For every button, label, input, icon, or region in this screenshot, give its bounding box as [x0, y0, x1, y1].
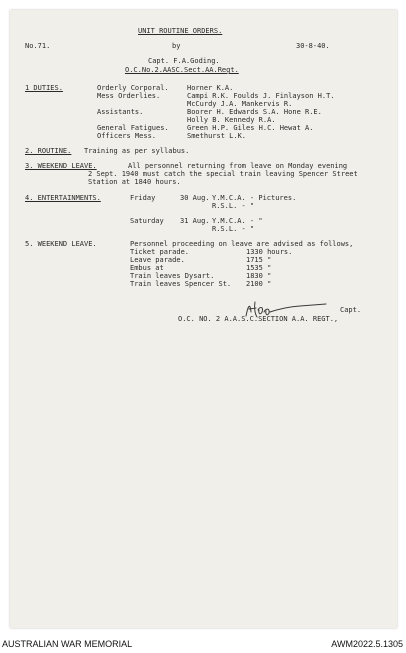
- officer-name: Capt. F.A.Goding.: [148, 57, 220, 65]
- entertainment-date: 31 Aug.: [180, 217, 210, 225]
- schedule-time: 2100 ": [246, 280, 272, 288]
- duty-role: Orderly Corporal.: [97, 84, 169, 92]
- entertainment-date: 30 Aug.: [180, 194, 210, 202]
- duties-heading: 1 DUTIES.: [25, 84, 63, 92]
- signature-unit: O.C. NO. 2 A.A.S.C.SECTION A.A. REGT.,: [178, 315, 339, 323]
- entertainment-venue: R.S.L. - ": [212, 202, 255, 210]
- weekend-leave-line: 2 Sept. 1940 must catch the special train leaving Spencer Street: [88, 170, 358, 178]
- duty-role: General Fatigues.: [97, 124, 169, 132]
- duty-role: Assistants.: [97, 108, 144, 116]
- entertainment-venue: R.S.L. - ": [212, 225, 255, 233]
- duty-role: Officers Mess.: [97, 132, 157, 140]
- schedule-time: 1715 ": [246, 256, 272, 264]
- schedule-time: 1535 ": [246, 264, 272, 272]
- duty-names: Holly B. Kennedy R.A.: [187, 116, 276, 124]
- duty-names: Horner K.A.: [187, 84, 234, 92]
- footer-bar: [0, 634, 406, 653]
- order-date: 30-8-40.: [296, 42, 330, 50]
- document-page: [10, 10, 397, 628]
- schedule-label: Ticket parade.: [130, 248, 190, 256]
- by-text: by: [172, 42, 181, 50]
- duty-names: Campi R.K. Foulds J. Finlayson H.T.: [187, 92, 335, 100]
- schedule-time: 1330 hours.: [246, 248, 293, 256]
- entertainment-venue: Y.M.C.A. - ": [212, 217, 263, 225]
- weekend-leave-5-heading: 5. WEEKEND LEAVE.: [25, 240, 97, 248]
- document-title: UNIT ROUTINE ORDERS.: [138, 27, 223, 35]
- unit-name: O.C.No.2.AASC.Sect.AA.Regt.: [125, 66, 239, 74]
- weekend-leave-heading: 3. WEEKEND LEAVE.: [25, 162, 97, 170]
- schedule-label: Embus at: [130, 264, 164, 272]
- routine-text: Training as per syllabus.: [84, 147, 190, 155]
- entertainment-venue: Y.M.C.A. - Pictures.: [212, 194, 297, 202]
- duty-names: Green H.P. Giles H.C. Hewat A.: [187, 124, 314, 132]
- footer-accession-number: AWM2022.5.1305: [331, 639, 403, 649]
- entertainment-day: Saturday: [130, 217, 164, 225]
- duty-names: Smethurst L.K.: [187, 132, 247, 140]
- duty-names: McCurdy J.A. Mankervis R.: [187, 100, 293, 108]
- schedule-label: Train leaves Dysart.: [130, 272, 215, 280]
- order-number: No.71.: [25, 42, 51, 50]
- schedule-label: Leave parade.: [130, 256, 185, 264]
- schedule-time: 1830 ": [246, 272, 272, 280]
- weekend-leave-line: All personnel returning from leave on Monday evening: [128, 162, 348, 170]
- routine-heading: 2. ROUTINE.: [25, 147, 72, 155]
- schedule-label: Train leaves Spencer St.: [130, 280, 232, 288]
- footer-institution: AUSTRALIAN WAR MEMORIAL: [2, 639, 133, 649]
- duty-role: Mess Orderlies.: [97, 92, 161, 100]
- entertainment-day: Friday: [130, 194, 156, 202]
- entertainments-heading: 4. ENTERTAINMENTS.: [25, 194, 101, 202]
- signature-rank: Capt.: [340, 306, 362, 314]
- weekend-leave-line: Station at 1840 hours.: [88, 178, 181, 186]
- duty-names: Boorer H. Edwards S.A. Hone R.E.: [187, 108, 322, 116]
- weekend-leave-5-intro: Personnel proceeding on leave are advised as follows,: [130, 240, 354, 248]
